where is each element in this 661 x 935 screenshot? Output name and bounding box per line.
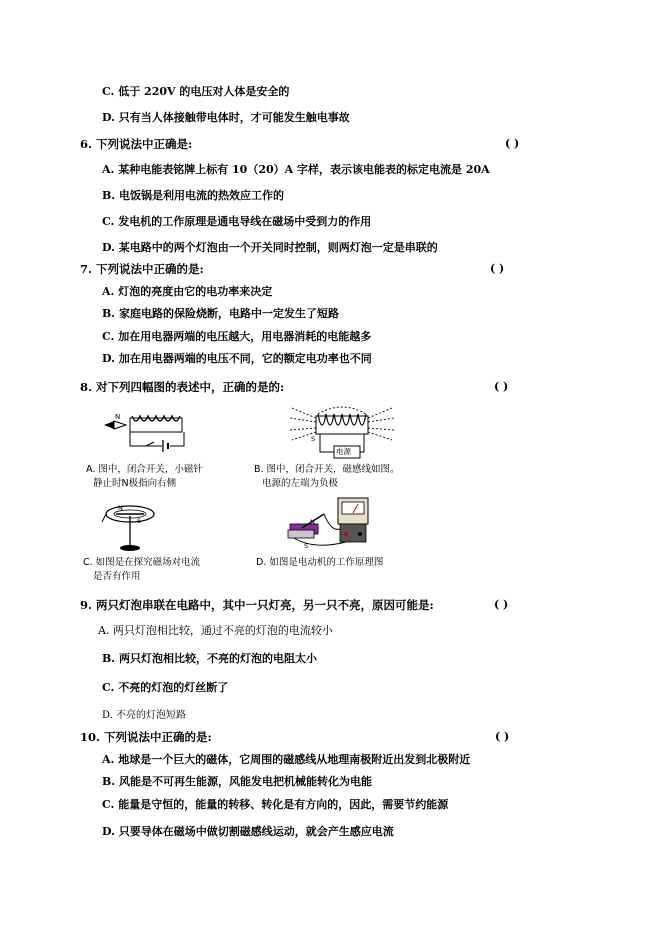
option-10b: B. 风能是不可再生能源，风能发电把机械能转化为电能 [102, 775, 372, 788]
figure-d-motor [284, 494, 374, 554]
figure-d-caption: D. 如图是电动机的工作原理图 [256, 557, 384, 568]
option-5c: C. 低于 220V 的电压对人体是安全的 [102, 85, 290, 98]
option-9a: A. 两只灯泡相比较，通过不亮的灯泡的电流较小 [98, 624, 333, 637]
figure-b-s-label: S [311, 435, 316, 443]
option-10a: A. 地球是一个巨大的磁体，它周围的磁感线从地理南极附近出发到北极附近 [102, 753, 471, 766]
option-7b: B. 家庭电路的保险烧断，电路中一定发生了短路 [102, 307, 339, 320]
option-6a: A. 某种电能表铭牌上标有 10（20）A 字样，表示该电能表的标定电流是 20A [102, 163, 490, 176]
compass-needle-n [104, 421, 114, 429]
figure-a-caption-1: A. 图中，闭合开关，小磁针 [86, 464, 203, 475]
figure-d-n-label: N [310, 518, 315, 526]
option-7d: D. 加在用电器两端的电压不同，它的额定电功率也不同 [102, 352, 372, 365]
option-6b: B. 电饭锅是利用电流的热效应工作的 [102, 189, 284, 202]
figure-c-caption-2: 是否有作用 [93, 571, 141, 582]
figure-c-n-label: N [118, 504, 123, 512]
option-10c: C. 能量是守恒的，能量的转移、转化是有方向的，因此，需要节约能源 [102, 798, 449, 811]
option-7a: A. 灯泡的亮度由它的电功率来决定 [102, 285, 273, 298]
answer-bracket-7[interactable]: ( ) [490, 262, 505, 275]
question-7: 7. 下列说法中正确的是: [80, 262, 204, 276]
figure-c-caption-1: C. 如图是在探究磁场对电流 [83, 557, 201, 568]
figure-b-caption-2: 电源的左端为负极 [262, 478, 339, 489]
figure-a-caption-2: 静止时N极指向右侧 [93, 478, 177, 489]
figure-c-oersted [102, 500, 162, 556]
option-9b: B. 两只灯泡相比较，不亮的灯泡的电阻太小 [102, 652, 317, 665]
option-10d: D. 只要导体在磁场中做切割磁感线运动，就会产生感应电流 [102, 825, 394, 838]
option-6d: D. 某电路中的两个灯泡由一个开关同时控制，则两灯泡一定是串联的 [102, 241, 438, 254]
figure-b-caption-1: B. 图中，闭合开关，磁感线如图。 [254, 464, 400, 475]
answer-bracket-6[interactable]: ( ) [505, 137, 520, 150]
question-9: 9. 两只灯泡串联在电路中，其中一只灯亮，另一只不亮，原因可能是: [80, 598, 434, 612]
power-source-label: 电源 [336, 447, 351, 456]
option-6c: C. 发电机的工作原理是通电导线在磁场中受到力的作用 [102, 215, 372, 228]
figure-d-s-label: S [304, 542, 309, 550]
figure-c-s-label: S [137, 517, 142, 525]
answer-bracket-10[interactable]: ( ) [495, 730, 510, 743]
option-7c: C. 加在用电器两端的电压越大，用电器消耗的电能越多 [102, 330, 372, 343]
question-6: 6. 下列说法中正确是: [80, 137, 193, 151]
question-10: 10. 下列说法中正确的是: [80, 730, 212, 744]
option-9c: C. 不亮的灯泡的灯丝断了 [102, 681, 229, 694]
question-8: 8. 对下列四幅图的表述中，正确的是的: [80, 380, 285, 394]
magnet-base [288, 530, 314, 538]
answer-bracket-8[interactable]: ( ) [494, 380, 509, 393]
answer-bracket-9[interactable]: ( ) [494, 598, 509, 611]
figure-a-n-label: N [115, 413, 121, 421]
option-5d: D. 只有当人体接触带电体时，才可能发生触电事故 [102, 111, 350, 124]
option-9d: D. 不亮的灯泡短路 [102, 710, 187, 721]
